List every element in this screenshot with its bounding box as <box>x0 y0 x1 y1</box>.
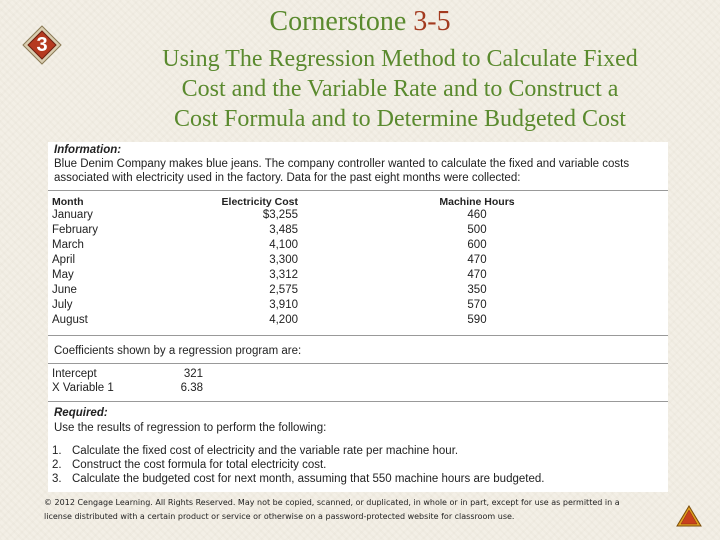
coef-value: 6.38 <box>180 382 203 394</box>
divider <box>48 190 668 191</box>
cell-month: June <box>52 284 77 296</box>
divider <box>48 363 668 364</box>
table-row <box>48 254 668 269</box>
divider <box>48 335 668 336</box>
footer-line: © 2012 Cengage Learning. All Rights Reserved. May not be copied, scanned, or duplicated, in whole or in part, except for use as permitted in a <box>44 498 620 507</box>
table-row <box>48 209 668 224</box>
cell-month: July <box>52 299 73 311</box>
coefficients-text: Coefficients shown by a regression program are: <box>54 345 302 357</box>
cell-hours: 590 <box>467 314 487 326</box>
item-number: 1. <box>52 445 62 457</box>
cell-cost: 2,575 <box>269 284 298 296</box>
cell-hours: 470 <box>467 254 487 266</box>
title-label: Cornerstone <box>269 6 414 37</box>
subtitle-line: Cost Formula and to Determine Budgeted Cost <box>174 106 626 132</box>
cell-cost: 3,910 <box>269 299 298 311</box>
coefficient-row <box>48 368 668 383</box>
item-text: Calculate the fixed cost of electricity and the variable rate per machine hour. <box>72 445 459 457</box>
table-row <box>48 269 668 284</box>
item-number: 3. <box>52 473 62 485</box>
header-month: Month <box>52 196 84 208</box>
cell-month: March <box>52 239 84 251</box>
footer-line: license distributed with a certain product or service or otherwise on a password-protected website for classroom use. <box>44 512 515 521</box>
cell-month: April <box>52 254 76 266</box>
cell-cost: 3,300 <box>269 254 298 266</box>
cell-month: August <box>52 314 88 326</box>
page-title <box>0 6 720 38</box>
table-row <box>48 224 668 239</box>
cell-month: February <box>52 224 99 236</box>
subtitle-line: Using The Regression Method to Calculate Fixed <box>162 46 638 72</box>
problem-document <box>48 142 668 492</box>
item-text: Construct the cost formula for total electricity cost. <box>72 459 327 471</box>
list-item <box>48 473 668 488</box>
coefficient-row <box>48 382 668 397</box>
page-subtitle <box>100 44 700 134</box>
list-item <box>48 445 668 460</box>
cell-hours: 500 <box>467 224 487 236</box>
coef-label: Intercept <box>52 368 97 380</box>
table-row <box>48 284 668 299</box>
subtitle-line: Cost and the Variable Rate and to Construct a <box>181 76 619 102</box>
cell-hours: 350 <box>467 284 487 296</box>
table-row <box>48 239 668 254</box>
info-text-line: Blue Denim Company makes blue jeans. The company controller wanted to calculate the fixed and variable costs <box>54 158 630 170</box>
cell-cost: 4,100 <box>269 239 298 251</box>
header-hours: Machine Hours <box>439 196 515 208</box>
coef-value: 321 <box>183 368 203 380</box>
chapter-number: 3 <box>36 33 48 56</box>
item-number: 2. <box>52 459 62 471</box>
header-cost: Electricity Cost <box>221 196 298 208</box>
cell-cost: 4,200 <box>269 314 298 326</box>
cell-hours: 600 <box>467 239 487 251</box>
info-text-line: associated with electricity used in the factory. Data for the past eight months were collected: <box>54 172 521 184</box>
cell-month: May <box>52 269 74 281</box>
table-row <box>48 299 668 314</box>
item-text: Calculate the budgeted cost for next month, assuming that 550 machine hours are budgeted. <box>72 473 545 485</box>
cell-hours: 460 <box>467 209 487 221</box>
required-heading: Required: <box>54 407 108 419</box>
copyright-footer <box>44 496 684 524</box>
cell-cost: 3,485 <box>269 224 298 236</box>
cell-month: January <box>52 209 93 221</box>
next-triangle-icon[interactable] <box>676 505 702 527</box>
coef-label: X Variable 1 <box>52 382 114 394</box>
required-intro: Use the results of regression to perform the following: <box>54 422 327 434</box>
list-item <box>48 459 668 474</box>
cell-cost: 3,312 <box>269 269 298 281</box>
cell-cost: $3,255 <box>262 209 298 221</box>
cell-hours: 570 <box>467 299 487 311</box>
title-number: 3-5 <box>413 6 451 37</box>
table-row <box>48 314 668 329</box>
cell-hours: 470 <box>467 269 487 281</box>
info-heading: Information: <box>54 144 122 156</box>
divider <box>48 401 668 402</box>
